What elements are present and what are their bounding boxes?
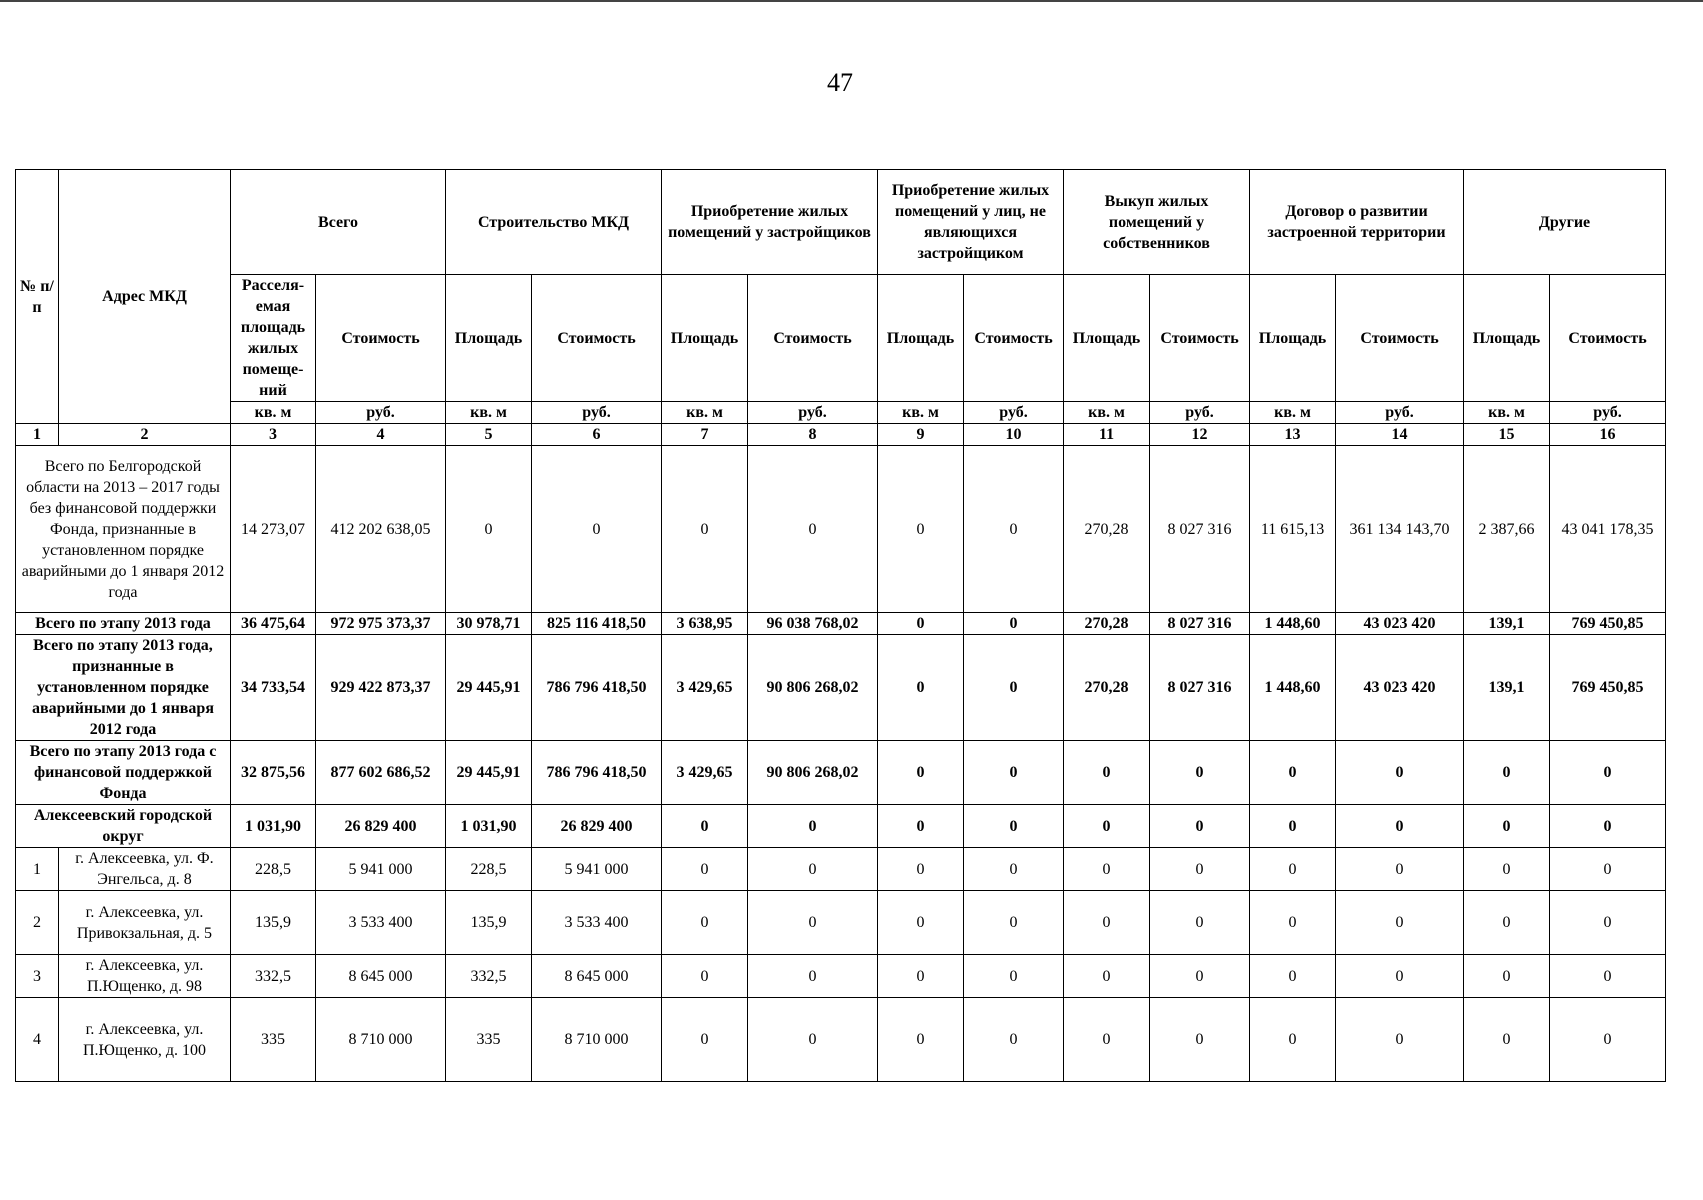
- value-cell: 0: [878, 635, 964, 741]
- unit-cell: руб.: [532, 402, 662, 424]
- unit-cell: кв. м: [1250, 402, 1336, 424]
- value-cell: 0: [748, 955, 878, 998]
- value-cell: 0: [1336, 741, 1464, 805]
- value-cell: 36 475,64: [231, 613, 316, 635]
- value-cell: 412 202 638,05: [316, 446, 446, 613]
- value-cell: 135,9: [231, 891, 316, 955]
- row-number: 4: [16, 998, 59, 1082]
- value-cell: 786 796 418,50: [532, 635, 662, 741]
- value-cell: 1 031,90: [231, 805, 316, 848]
- value-cell: 0: [1550, 955, 1666, 998]
- subheader-cell: Стоимость: [964, 275, 1064, 402]
- subheader-cell: Стоимость: [748, 275, 878, 402]
- subheader-cell: Площадь: [878, 275, 964, 402]
- value-cell: 0: [878, 955, 964, 998]
- value-cell: 0: [1150, 741, 1250, 805]
- value-cell: 0: [1336, 891, 1464, 955]
- value-cell: 0: [1336, 848, 1464, 891]
- value-cell: 1 448,60: [1250, 635, 1336, 741]
- value-cell: 8 645 000: [532, 955, 662, 998]
- summary-row: [16, 741, 1666, 805]
- summary-row-label: Всего по Белгородской области на 2013 – 2017 годы без финансовой поддержки Фонда, признанные в установленном порядке аварийными до 1 января 2012 года: [16, 446, 231, 613]
- value-cell: 5 941 000: [316, 848, 446, 891]
- value-cell: 0: [964, 741, 1064, 805]
- value-cell: 8 027 316: [1150, 613, 1250, 635]
- value-cell: 0: [1464, 741, 1550, 805]
- unit-cell: кв. м: [662, 402, 748, 424]
- value-cell: 0: [1336, 955, 1464, 998]
- value-cell: 972 975 373,37: [316, 613, 446, 635]
- value-cell: 135,9: [446, 891, 532, 955]
- value-cell: 0: [1064, 805, 1150, 848]
- value-cell: 0: [964, 955, 1064, 998]
- column-number: 9: [878, 424, 964, 446]
- value-cell: 5 941 000: [532, 848, 662, 891]
- value-cell: 0: [878, 848, 964, 891]
- value-cell: 929 422 873,37: [316, 635, 446, 741]
- unit-cell: руб.: [316, 402, 446, 424]
- value-cell: 0: [1064, 955, 1150, 998]
- unit-cell: кв. м: [446, 402, 532, 424]
- value-cell: 0: [1550, 741, 1666, 805]
- row-address: г. Алексеевка, ул. Ф. Энгельса, д. 8: [59, 848, 231, 891]
- subheader-cell: Стоимость: [1336, 275, 1464, 402]
- summary-row: [16, 446, 1666, 613]
- value-cell: 0: [1064, 891, 1150, 955]
- value-cell: 270,28: [1064, 613, 1150, 635]
- unit-cell: руб.: [1336, 402, 1464, 424]
- value-cell: 43 023 420: [1336, 613, 1464, 635]
- table-row: [16, 848, 1666, 891]
- value-cell: 228,5: [231, 848, 316, 891]
- column-number: 4: [316, 424, 446, 446]
- value-cell: 0: [1550, 998, 1666, 1082]
- unit-cell: кв. м: [878, 402, 964, 424]
- value-cell: 0: [964, 805, 1064, 848]
- unit-cell: кв. м: [231, 402, 316, 424]
- value-cell: 0: [446, 446, 532, 613]
- value-cell: 30 978,71: [446, 613, 532, 635]
- value-cell: 139,1: [1464, 635, 1550, 741]
- value-cell: 1 448,60: [1250, 613, 1336, 635]
- value-cell: 0: [1150, 955, 1250, 998]
- column-number: 10: [964, 424, 1064, 446]
- row-number: 2: [16, 891, 59, 955]
- value-cell: 3 533 400: [532, 891, 662, 955]
- value-cell: 0: [878, 613, 964, 635]
- column-number: 16: [1550, 424, 1666, 446]
- row-address: г. Алексеевка, ул. Привокзальная, д. 5: [59, 891, 231, 955]
- column-number: 7: [662, 424, 748, 446]
- value-cell: 0: [748, 446, 878, 613]
- value-cell: 0: [1064, 848, 1150, 891]
- column-number: 2: [59, 424, 231, 446]
- value-cell: 0: [1250, 805, 1336, 848]
- unit-cell: кв. м: [1064, 402, 1150, 424]
- value-cell: 0: [748, 848, 878, 891]
- value-cell: 0: [662, 955, 748, 998]
- value-cell: 43 023 420: [1336, 635, 1464, 741]
- value-cell: 0: [878, 446, 964, 613]
- value-cell: 0: [964, 613, 1064, 635]
- value-cell: 0: [1464, 848, 1550, 891]
- value-cell: 270,28: [1064, 635, 1150, 741]
- summary-row: [16, 613, 1666, 635]
- value-cell: 0: [1250, 955, 1336, 998]
- value-cell: 43 041 178,35: [1550, 446, 1666, 613]
- value-cell: 0: [1250, 998, 1336, 1082]
- value-cell: 335: [446, 998, 532, 1082]
- value-cell: 0: [1064, 998, 1150, 1082]
- column-number: 6: [532, 424, 662, 446]
- value-cell: 1 031,90: [446, 805, 532, 848]
- value-cell: 29 445,91: [446, 741, 532, 805]
- value-cell: 0: [1550, 805, 1666, 848]
- value-cell: 0: [1550, 891, 1666, 955]
- value-cell: 8 645 000: [316, 955, 446, 998]
- column-number: 14: [1336, 424, 1464, 446]
- header-group-purchase-non-developers: Приобретение жилых помещений у лиц, не являющихся застройщиком: [878, 170, 1064, 275]
- value-cell: 3 429,65: [662, 741, 748, 805]
- column-number: 5: [446, 424, 532, 446]
- unit-cell: руб.: [748, 402, 878, 424]
- summary-row: [16, 635, 1666, 741]
- value-cell: 0: [1250, 848, 1336, 891]
- subheader-cell: Площадь: [1064, 275, 1150, 402]
- header-group-development-contract: Договор о развитии застроенной территории: [1250, 170, 1464, 275]
- row-number: 3: [16, 955, 59, 998]
- value-cell: 3 638,95: [662, 613, 748, 635]
- value-cell: 0: [662, 848, 748, 891]
- value-cell: 14 273,07: [231, 446, 316, 613]
- value-cell: 0: [532, 446, 662, 613]
- value-cell: 26 829 400: [532, 805, 662, 848]
- value-cell: 332,5: [446, 955, 532, 998]
- column-number: 15: [1464, 424, 1550, 446]
- row-address: г. Алексеевка, ул. П.Ющенко, д. 100: [59, 998, 231, 1082]
- value-cell: 90 806 268,02: [748, 741, 878, 805]
- column-number: 3: [231, 424, 316, 446]
- value-cell: 0: [1550, 848, 1666, 891]
- value-cell: 90 806 268,02: [748, 635, 878, 741]
- subheader-cell: Площадь: [1464, 275, 1550, 402]
- summary-row-label: Всего по этапу 2013 года, признанные в установленном порядке аварийными до 1 января 2012 года: [16, 635, 231, 741]
- subheader-cell: Расселя-емая площадь жилых помеще-ний: [231, 275, 316, 402]
- summary-row: [16, 805, 1666, 848]
- summary-row-label: Алексеевский городской округ: [16, 805, 231, 848]
- value-cell: 32 875,56: [231, 741, 316, 805]
- subheader-cell: Стоимость: [1550, 275, 1666, 402]
- column-number: 13: [1250, 424, 1336, 446]
- subheader-cell: Площадь: [662, 275, 748, 402]
- value-cell: 0: [1150, 998, 1250, 1082]
- subheader-cell: Площадь: [446, 275, 532, 402]
- column-number: 1: [16, 424, 59, 446]
- scan-top-edge: [0, 0, 1703, 2]
- value-cell: 0: [662, 805, 748, 848]
- value-cell: 0: [878, 741, 964, 805]
- header-num: № п/п: [16, 170, 59, 424]
- value-cell: 8 027 316: [1150, 446, 1250, 613]
- table-row: [16, 998, 1666, 1082]
- header-group-construction: Строительство МКД: [446, 170, 662, 275]
- value-cell: 0: [748, 805, 878, 848]
- value-cell: 8 710 000: [532, 998, 662, 1082]
- value-cell: 0: [1150, 805, 1250, 848]
- header-group-total: Всего: [231, 170, 446, 275]
- resettlement-table: [15, 169, 1666, 1082]
- value-cell: 361 134 143,70: [1336, 446, 1464, 613]
- value-cell: 0: [748, 891, 878, 955]
- table-row: [16, 891, 1666, 955]
- value-cell: 0: [662, 446, 748, 613]
- value-cell: 270,28: [1064, 446, 1150, 613]
- value-cell: 0: [1464, 998, 1550, 1082]
- value-cell: 0: [1250, 891, 1336, 955]
- summary-row-label: Всего по этапу 2013 года с финансовой поддержкой Фонда: [16, 741, 231, 805]
- value-cell: 228,5: [446, 848, 532, 891]
- unit-cell: руб.: [964, 402, 1064, 424]
- value-cell: 769 450,85: [1550, 613, 1666, 635]
- value-cell: 0: [964, 635, 1064, 741]
- value-cell: 0: [662, 891, 748, 955]
- value-cell: 0: [964, 998, 1064, 1082]
- summary-row-label: Всего по этапу 2013 года: [16, 613, 231, 635]
- value-cell: 786 796 418,50: [532, 741, 662, 805]
- value-cell: 0: [1150, 848, 1250, 891]
- value-cell: 139,1: [1464, 613, 1550, 635]
- value-cell: 0: [878, 891, 964, 955]
- value-cell: 2 387,66: [1464, 446, 1550, 613]
- value-cell: 0: [662, 998, 748, 1082]
- value-cell: 335: [231, 998, 316, 1082]
- value-cell: 0: [1464, 955, 1550, 998]
- header-group-purchase-developers: Приобретение жилых помещений у застройщиков: [662, 170, 878, 275]
- value-cell: 0: [1064, 741, 1150, 805]
- value-cell: 0: [878, 805, 964, 848]
- header-group-buyout: Выкуп жилых помещений у собственников: [1064, 170, 1250, 275]
- subheader-cell: Стоимость: [1150, 275, 1250, 402]
- value-cell: 0: [1250, 741, 1336, 805]
- value-cell: 8 710 000: [316, 998, 446, 1082]
- unit-cell: кв. м: [1464, 402, 1550, 424]
- value-cell: 0: [964, 446, 1064, 613]
- value-cell: 0: [878, 998, 964, 1082]
- value-cell: 0: [964, 848, 1064, 891]
- value-cell: 29 445,91: [446, 635, 532, 741]
- subheader-cell: Стоимость: [316, 275, 446, 402]
- header-address: Адрес МКД: [59, 170, 231, 424]
- page-number: 47: [827, 68, 853, 97]
- value-cell: 3 533 400: [316, 891, 446, 955]
- value-cell: 0: [1150, 891, 1250, 955]
- unit-cell: руб.: [1550, 402, 1666, 424]
- value-cell: 11 615,13: [1250, 446, 1336, 613]
- value-cell: 877 602 686,52: [316, 741, 446, 805]
- table-row: [16, 955, 1666, 998]
- value-cell: 0: [748, 998, 878, 1082]
- value-cell: 0: [1464, 805, 1550, 848]
- value-cell: 96 038 768,02: [748, 613, 878, 635]
- value-cell: 34 733,54: [231, 635, 316, 741]
- value-cell: 0: [1464, 891, 1550, 955]
- subheader-cell: Площадь: [1250, 275, 1336, 402]
- value-cell: 3 429,65: [662, 635, 748, 741]
- value-cell: 8 027 316: [1150, 635, 1250, 741]
- value-cell: 0: [1336, 998, 1464, 1082]
- row-number: 1: [16, 848, 59, 891]
- row-address: г. Алексеевка, ул. П.Ющенко, д. 98: [59, 955, 231, 998]
- column-number: 12: [1150, 424, 1250, 446]
- value-cell: 0: [1336, 805, 1464, 848]
- value-cell: 769 450,85: [1550, 635, 1666, 741]
- unit-cell: руб.: [1150, 402, 1250, 424]
- value-cell: 332,5: [231, 955, 316, 998]
- value-cell: 26 829 400: [316, 805, 446, 848]
- subheader-cell: Стоимость: [532, 275, 662, 402]
- column-number: 11: [1064, 424, 1150, 446]
- header-group-other: Другие: [1464, 170, 1666, 275]
- value-cell: 825 116 418,50: [532, 613, 662, 635]
- value-cell: 0: [964, 891, 1064, 955]
- column-number: 8: [748, 424, 878, 446]
